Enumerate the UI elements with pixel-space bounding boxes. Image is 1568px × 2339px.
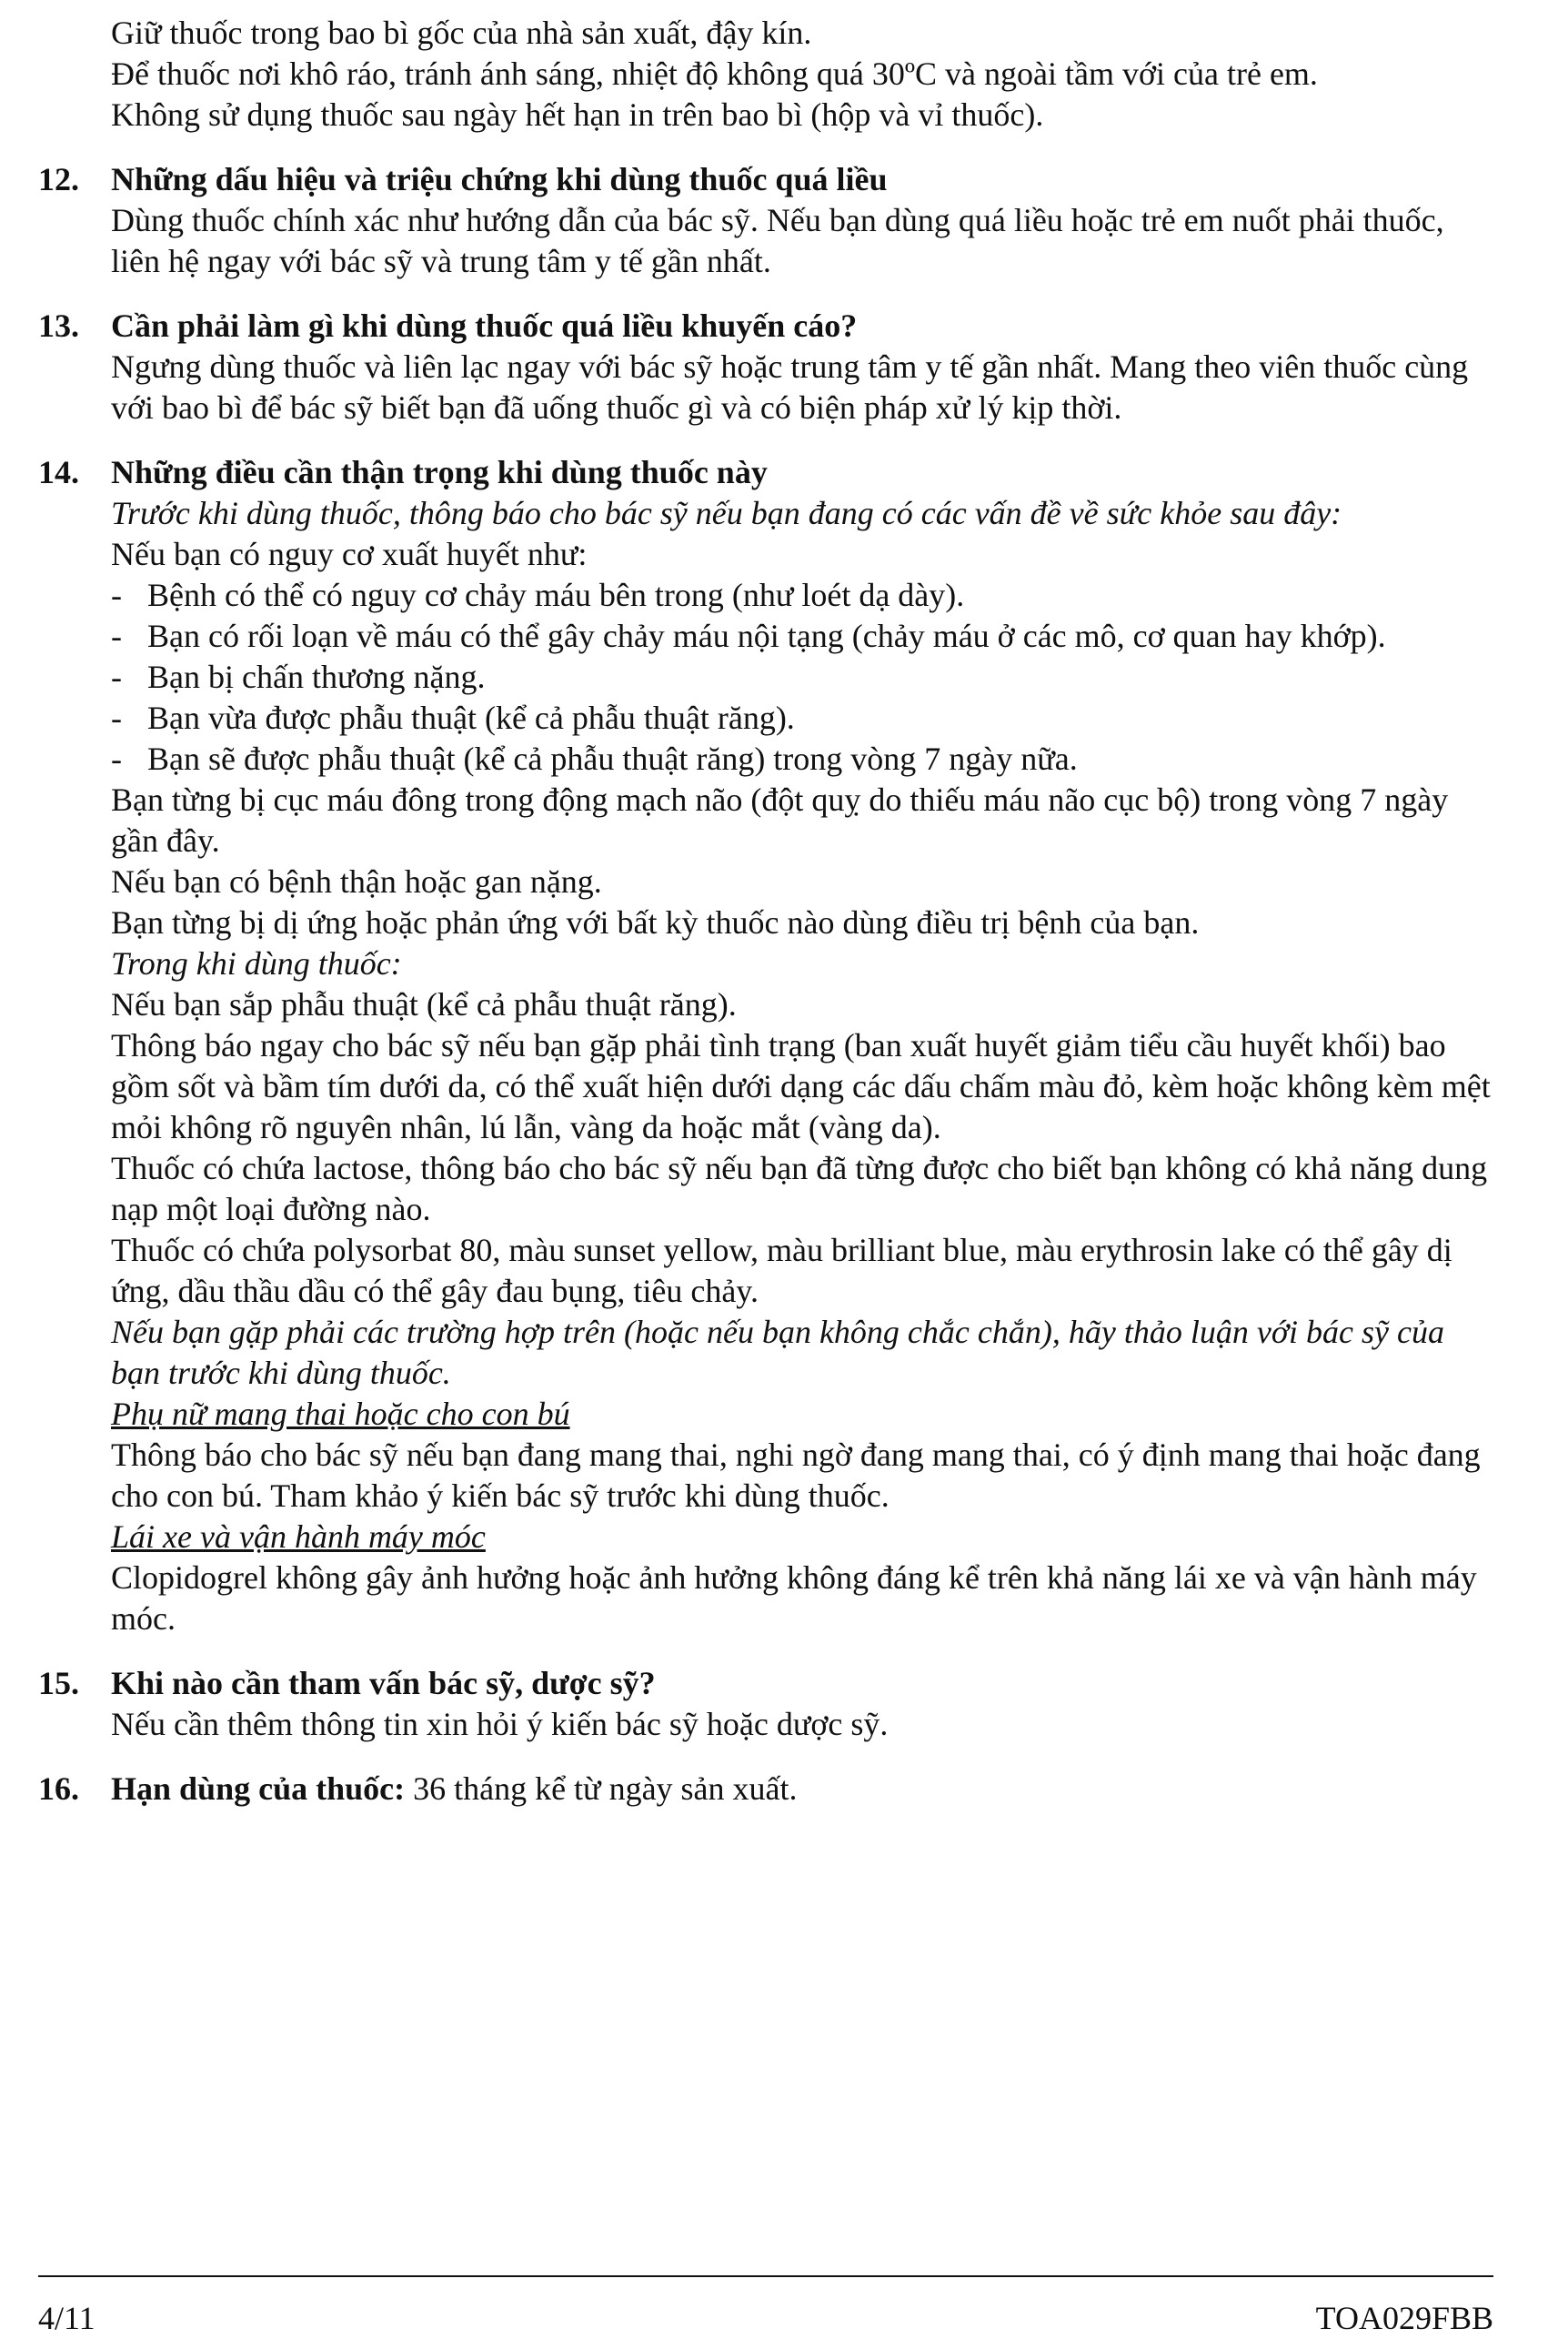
storage-block <box>38 13 1493 136</box>
section-body: Dùng thuốc chính xác như hướng dẫn của bác sỹ. Nếu bạn dùng quá liều hoặc trẻ em nuốt phải thuốc, liên hệ ngay với bác sỹ và trung tâm y tế gần nhất. <box>111 202 1444 279</box>
section-title: Hạn dùng của thuốc: <box>111 1770 406 1807</box>
before-use-intro: Trước khi dùng thuốc, thông báo cho bác sỹ nếu bạn đang có các vấn đề về sức khỏe sau đây: <box>111 495 1342 531</box>
paragraph: Nếu bạn sắp phẫu thuật (kể cả phẫu thuật răng). <box>111 986 737 1023</box>
bullet-item <box>38 575 1493 616</box>
document-code: TOA029FBB <box>1315 2300 1493 2336</box>
document-page <box>38 13 1493 1810</box>
bullet-text: Bạn sẽ được phẫu thuật (kể cả phẫu thuật răng) trong vòng 7 ngày nữa. <box>147 741 1078 777</box>
bullet-text: Bệnh có thể có nguy cơ chảy máu bên trong (như loét dạ dày). <box>147 577 965 613</box>
bullet-item <box>38 657 1493 698</box>
storage-line: Để thuốc nơi khô ráo, tránh ánh sáng, nhiệt độ không quá 30ºC và ngoài tầm với của trẻ em. <box>111 55 1318 92</box>
paragraph: Bạn từng bị cục máu đông trong động mạch não (đột quỵ do thiếu máu não cục bộ) trong vòng 7 ngày gần đây. <box>111 781 1449 859</box>
section-body: Nếu cần thêm thông tin xin hỏi ý kiến bác sỹ hoặc dược sỹ. <box>111 1706 889 1742</box>
paragraph: Bạn từng bị dị ứng hoặc phản ứng với bất kỳ thuốc nào dùng điều trị bệnh của bạn. <box>111 904 1200 941</box>
section-number: 12. <box>38 161 79 197</box>
page-number: 4/11 <box>38 2300 95 2336</box>
driving-heading: Lái xe và vận hành máy móc <box>111 1518 486 1555</box>
section-body: Ngưng dùng thuốc và liên lạc ngay với bác sỹ hoặc trung tâm y tế gần nhất. Mang theo viên thuốc cùng với bao bì để bác sỹ biết bạn đã uống thuốc gì và có biện pháp xử lý kịp thời. <box>111 348 1469 426</box>
paragraph: Thuốc có chứa lactose, thông báo cho bác sỹ nếu bạn đã từng được cho biết bạn không có khả năng dung nạp một loại đường nào. <box>111 1150 1488 1227</box>
section-title: Những dấu hiệu và triệu chứng khi dùng thuốc quá liều <box>111 161 888 197</box>
section-13 <box>38 306 1493 428</box>
bullet-dash: - <box>111 741 122 777</box>
section-16 <box>38 1769 1493 1810</box>
bullet-text: Bạn bị chấn thương nặng. <box>147 659 486 695</box>
bleeding-risk-intro: Nếu bạn có nguy cơ xuất huyết như: <box>111 536 588 572</box>
section-number: 13. <box>38 307 79 344</box>
section-line <box>38 1769 1493 1810</box>
bullet-text: Bạn vừa được phẫu thuật (kể cả phẫu thuật răng). <box>147 700 795 736</box>
section-number: 16. <box>38 1770 79 1807</box>
storage-line: Không sử dụng thuốc sau ngày hết hạn in trên bao bì (hộp và vỉ thuốc). <box>111 96 1044 133</box>
during-use-heading: Trong khi dùng thuốc: <box>111 945 402 982</box>
bullet-item <box>38 739 1493 780</box>
section-number: 14. <box>38 454 79 490</box>
bullet-dash: - <box>111 618 122 654</box>
bullet-text: Bạn có rối loạn về máu có thể gây chảy máu nội tạng (chảy máu ở các mô, cơ quan hay khớp). <box>147 618 1386 654</box>
section-body: 36 tháng kể từ ngày sản xuất. <box>413 1770 798 1807</box>
bullet-item <box>38 698 1493 739</box>
driving-body: Clopidogrel không gây ảnh hưởng hoặc ảnh hưởng không đáng kể trên khả năng lái xe và vận hành máy móc. <box>111 1559 1477 1637</box>
footer-divider <box>38 2275 1493 2277</box>
bullet-dash: - <box>111 577 122 613</box>
paragraph: Thuốc có chứa polysorbat 80, màu sunset yellow, màu brilliant blue, màu erythrosin lake có thể gây dị ứng, dầu thầu dầu có thể gây đau bụng, tiêu chảy. <box>111 1232 1452 1309</box>
section-12 <box>38 159 1493 282</box>
section-15 <box>38 1663 1493 1745</box>
section-number: 15. <box>38 1665 79 1701</box>
section-title: Khi nào cần tham vấn bác sỹ, dược sỹ? <box>111 1665 656 1701</box>
italic-note: Nếu bạn gặp phải các trường hợp trên (hoặc nếu bạn không chắc chắn), hãy thảo luận với bác sỹ của bạn trước khi dùng thuốc. <box>111 1314 1444 1391</box>
paragraph: Nếu bạn có bệnh thận hoặc gan nặng. <box>111 863 602 900</box>
bullet-item <box>38 616 1493 657</box>
pregnancy-heading: Phụ nữ mang thai hoặc cho con bú <box>111 1396 570 1432</box>
bullet-dash: - <box>111 700 122 736</box>
section-title: Những điều cần thận trọng khi dùng thuốc này <box>111 454 768 490</box>
section-title: Cần phải làm gì khi dùng thuốc quá liều khuyến cáo? <box>111 307 858 344</box>
section-14 <box>38 452 1493 1639</box>
pregnancy-body: Thông báo cho bác sỹ nếu bạn đang mang thai, nghi ngờ đang mang thai, có ý định mang thai hoặc đang cho con bú. Tham khảo ý kiến bác sỹ trước khi dùng thuốc. <box>111 1437 1481 1514</box>
paragraph: Thông báo ngay cho bác sỹ nếu bạn gặp phải tình trạng (ban xuất huyết giảm tiểu cầu huyết khối) bao gồm sốt và bầm tím dưới da, có thể xuất hiện dưới dạng các dấu chấm màu đỏ, kèm hoặc không kèm mệt mỏi không rõ nguyên nhân, lú lẫn, vàng da hoặc mắt (vàng da). <box>111 1027 1491 1145</box>
bullet-dash: - <box>111 659 122 695</box>
storage-line: Giữ thuốc trong bao bì gốc của nhà sản xuất, đậy kín. <box>111 15 812 51</box>
